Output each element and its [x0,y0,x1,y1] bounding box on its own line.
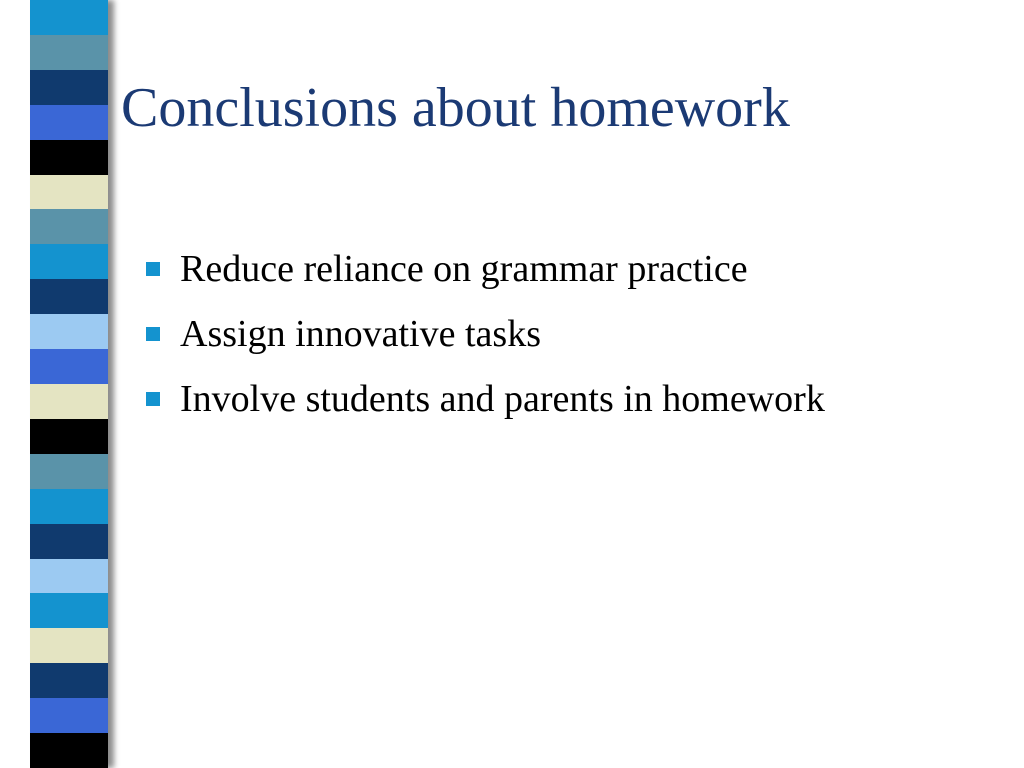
stripe-segment [30,35,108,70]
square-bullet-icon [146,262,160,276]
stripe-segment [30,175,108,210]
stripe-segment [30,349,108,384]
square-bullet-icon [146,392,160,406]
bullet-list [146,236,825,431]
stripe-segment [30,733,108,768]
bullet-text: Assign innovative tasks [180,312,541,355]
stripe-segment [30,384,108,419]
stripe-segment [30,454,108,489]
bullet-text: Reduce reliance on grammar practice [180,247,748,290]
stripe-segment [30,70,108,105]
bullet-text: Involve students and parents in homework [180,377,825,420]
square-bullet-icon [146,327,160,341]
stripe-segment [30,244,108,279]
stripe-segment [30,628,108,663]
bullet-item [146,301,825,366]
stripe-segment [30,209,108,244]
stripe-segment [30,105,108,140]
stripe-segment [30,279,108,314]
stripe-segment [30,698,108,733]
decorative-stripe-bar [30,0,108,768]
stripe-segment [30,559,108,594]
stripe-segment [30,593,108,628]
bullet-item [146,366,825,431]
slide-title: Conclusions about homework [121,77,790,139]
stripe-segment [30,0,108,35]
stripe-segment [30,524,108,559]
stripe-segment [30,663,108,698]
bullet-item [146,236,825,301]
stripe-segment [30,314,108,349]
stripe-segment [30,140,108,175]
stripe-segment [30,489,108,524]
stripe-segment [30,419,108,454]
